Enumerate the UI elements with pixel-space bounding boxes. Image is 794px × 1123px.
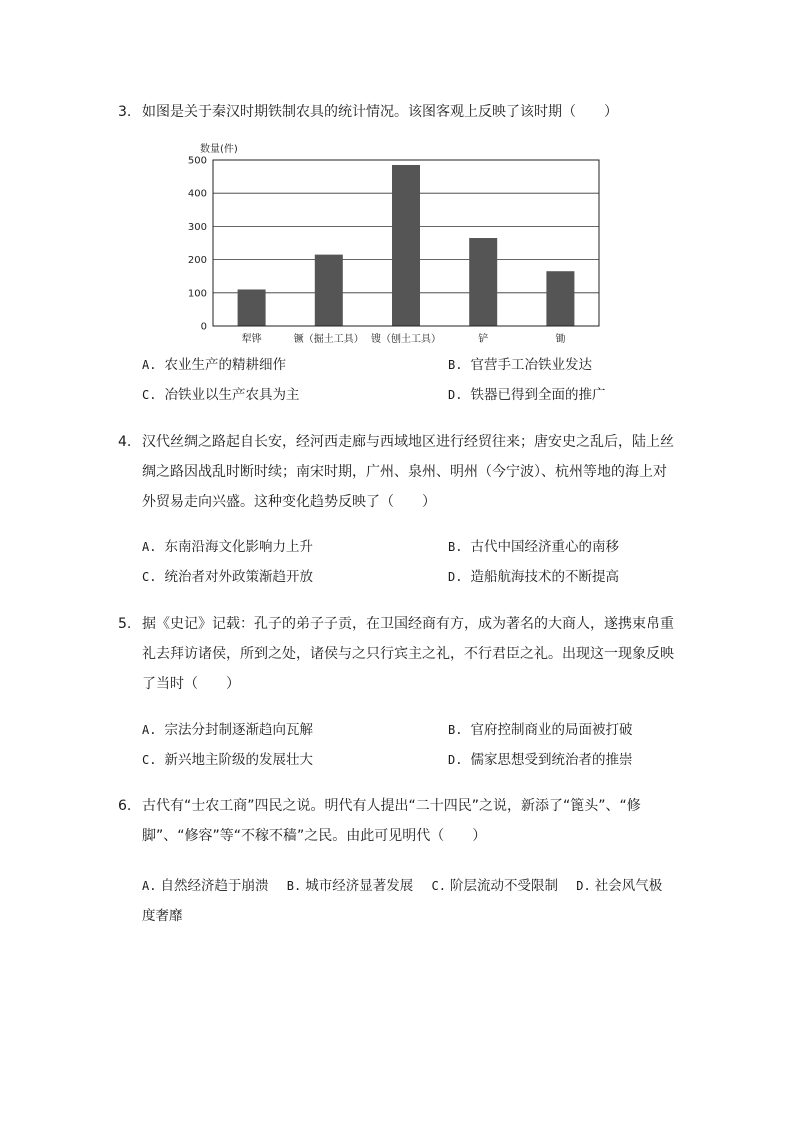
option-text: 阶层流动不受限制 <box>449 878 558 894</box>
option-text: 农业生产的精耕细作 <box>164 357 286 373</box>
q4-option-d[interactable] <box>448 567 619 587</box>
option-text: 古代中国经济重心的南移 <box>470 539 619 555</box>
bar <box>238 289 266 326</box>
bar <box>546 271 574 326</box>
bar-chart <box>180 140 620 350</box>
option-text: 官府控制商业的局面被打破 <box>470 722 633 738</box>
q4-option-a[interactable] <box>142 537 313 557</box>
y-tick-label: 200 <box>187 255 207 267</box>
q6-options <box>142 871 672 931</box>
question-3 <box>118 97 678 127</box>
option-letter: B. <box>448 723 463 737</box>
q4-option-c[interactable] <box>142 567 313 587</box>
y-tick-label: 0 <box>200 321 207 333</box>
q6-option-c[interactable] <box>432 878 558 894</box>
option-text: 自然经济趋于崩溃 <box>160 878 269 894</box>
question-text: 据《史记》记载：孔子的弟子子贡，在卫国经商有方，成为著名的大商人，遂携束帛重礼去拜访诸侯，所到之处，诸侯与之只行宾主之礼，不行君臣之礼。出现这一现象反映了当时（ ） <box>142 616 674 692</box>
x-tick-label: 铲 <box>478 334 489 345</box>
option-letter: B. <box>448 540 463 554</box>
option-text: 宗法分封制逐渐趋向瓦解 <box>164 722 313 738</box>
option-letter: B. <box>286 879 302 893</box>
bar <box>315 255 343 326</box>
question-number: 3. <box>118 104 132 120</box>
q5-option-d[interactable] <box>448 750 632 770</box>
y-tick-label: 300 <box>187 221 207 233</box>
option-letter: A. <box>142 358 157 372</box>
option-letter: D. <box>448 388 463 402</box>
option-letter: D. <box>448 753 463 767</box>
option-text: 冶铁业以生产农具为主 <box>164 387 300 403</box>
option-letter: A. <box>142 879 157 893</box>
q5-option-b[interactable] <box>448 720 632 740</box>
x-tick-label: 镢（掘土工具） <box>293 334 364 345</box>
question-4 <box>118 427 678 517</box>
q3-option-c[interactable] <box>142 385 299 405</box>
y-tick-label: 500 <box>187 155 207 167</box>
option-text: 新兴地主阶级的发展壮大 <box>164 752 313 768</box>
q3-option-a[interactable] <box>142 355 286 375</box>
question-5 <box>118 609 678 699</box>
question-6 <box>118 791 678 851</box>
option-letter: D. <box>576 879 591 893</box>
question-number: 6. <box>118 798 132 814</box>
option-text: 儒家思想受到统治者的推崇 <box>470 752 633 768</box>
bar <box>392 165 420 326</box>
q5-option-a[interactable] <box>142 720 313 740</box>
question-text: 汉代丝绸之路起自长安，经河西走廊与西域地区进行经贸往来；唐安史之乱后，陆上丝绸之路因战乱时断时续；南宋时期，广州、泉州、明州（今宁波）、杭州等地的海上对外贸易走向兴盛。这种变化趋势反映了（ ） <box>142 434 674 510</box>
option-letter: C. <box>431 879 446 893</box>
q3-option-b[interactable] <box>448 355 592 375</box>
option-text: 统治者对外政策渐趋开放 <box>164 569 313 585</box>
option-letter: A. <box>142 540 157 554</box>
x-tick-label: 犁铧 <box>241 334 262 345</box>
question-number: 5. <box>118 616 132 632</box>
q5-option-c[interactable] <box>142 750 313 770</box>
q3-option-d[interactable] <box>448 385 605 405</box>
option-text: 社会风气极度奢靡 <box>142 878 663 924</box>
option-text: 官营手工冶铁业发达 <box>470 357 592 373</box>
option-letter: C. <box>142 570 157 584</box>
option-letter: C. <box>142 753 157 767</box>
bar <box>469 238 497 326</box>
q6-option-a[interactable] <box>142 878 268 894</box>
x-tick-label: 锄 <box>555 334 566 345</box>
option-letter: B. <box>448 358 463 372</box>
y-tick-label: 400 <box>187 188 207 200</box>
option-letter: D. <box>448 570 463 584</box>
q4-option-b[interactable] <box>448 537 619 557</box>
question-number: 4. <box>118 434 132 450</box>
option-text: 城市经济显著发展 <box>305 878 414 894</box>
q6-option-b[interactable] <box>287 878 413 894</box>
option-text: 铁器已得到全面的推广 <box>470 387 606 403</box>
y-axis-label: 数量(件) <box>200 144 238 155</box>
option-text: 造船航海技术的不断提高 <box>470 569 619 585</box>
option-letter: A. <box>142 723 157 737</box>
option-letter: C. <box>142 388 157 402</box>
question-text: 古代有“士农工商”四民之说。明代有人提出“二十四民”之说，新添了“篦头”、“修脚”、“修容”等“不稼不穑”之民。由此可见明代（ ） <box>142 798 641 844</box>
question-text: 如图是关于秦汉时期铁制农具的统计情况。该图客观上反映了该时期（ ） <box>142 104 618 120</box>
y-tick-label: 100 <box>187 288 207 300</box>
option-text: 东南沿海文化影响力上升 <box>164 539 313 555</box>
x-tick-label: 锼（刨土工具） <box>371 334 441 345</box>
